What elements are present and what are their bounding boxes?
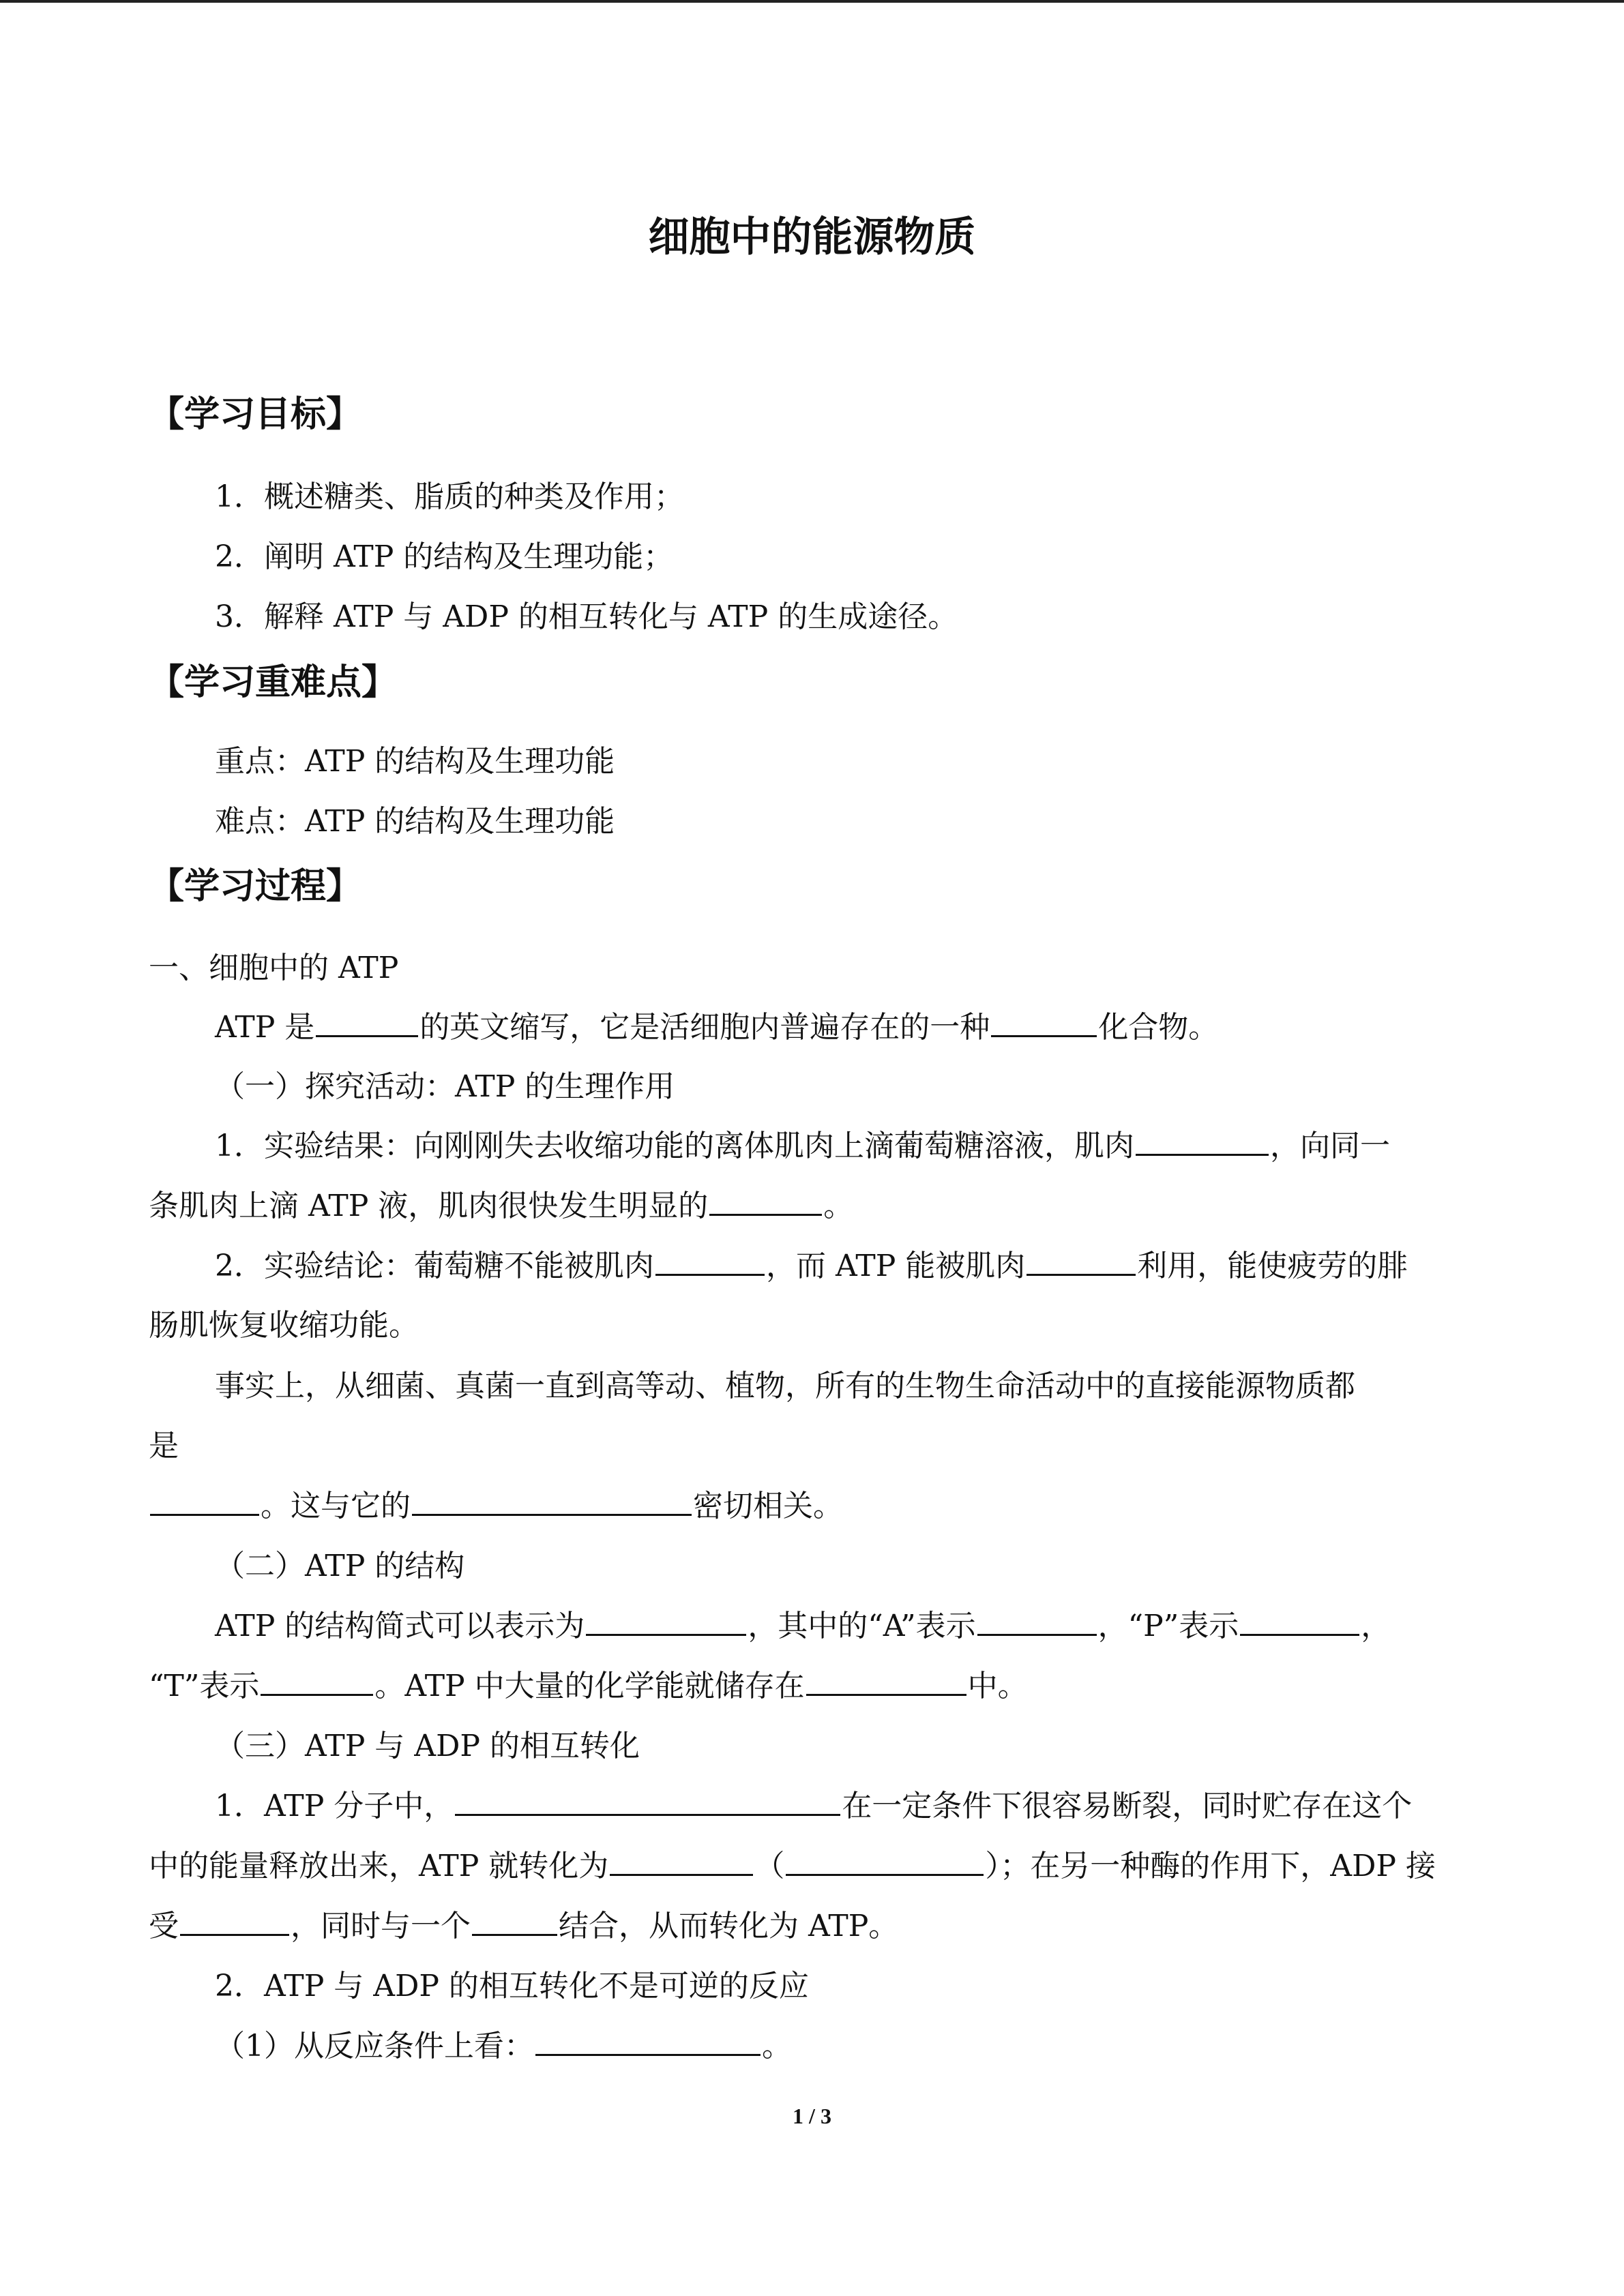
text-fragment: 1．实验结果：向刚刚失去收缩功能的离体肌肉上滴葡萄糖溶液，肌肉 [215,1129,1134,1163]
fact-line-2: 是 [149,1429,179,1463]
text-fragment: ，而 ATP 能被肌肉 [766,1249,1026,1283]
fill-blank [610,1847,753,1876]
text-fragment: 中的能量释放出来，ATP 就转化为 [149,1849,609,1883]
heading-key-points: 【学习重难点】 [149,662,398,703]
text-fragment: ，向同一 [1270,1129,1390,1163]
key-point: 重点：ATP 的结构及生理功能 [215,744,615,779]
text-fragment: ，“P”表示 [1097,1609,1239,1643]
fill-blank [786,1847,984,1876]
fact-line-1: 事实上，从细菌、真菌一直到高等动、植物，所有的生物生命活动中的直接能源物质都 [215,1369,1355,1403]
fill-blank [150,1487,259,1516]
text-fragment: 。ATP 中大量的化学能就储存在 [374,1669,805,1703]
top-border [0,0,1624,3]
text-fragment: 1．ATP 分子中， [215,1789,454,1823]
experiment-result-line-2 [149,1181,853,1225]
fill-blank [806,1667,966,1696]
experiment-conclusion-line-2: 肠肌恢复收缩功能。 [149,1308,419,1343]
text-fragment: ，其中的“A”表示 [748,1609,976,1643]
structure-line-1 [215,1601,1391,1645]
text-fragment: 。这与它的 [261,1489,411,1523]
text-fragment: “T”表示 [149,1669,260,1703]
text-fragment: 结合，从而转化为 ATP。 [559,1909,899,1943]
difficult-point: 难点：ATP 的结构及生理功能 [215,804,615,839]
subsection-title-activity: （一）探究活动：ATP 的生理作用 [215,1069,675,1104]
fill-blank [709,1187,822,1216]
text-fragment: （1）从反应条件上看： [215,2029,534,2063]
fill-blank [977,1607,1097,1636]
fact-line-3 [149,1481,843,1525]
text-fragment: ，同时与一个 [291,1909,471,1943]
text-fragment: 。 [762,2029,792,2063]
fill-blank [1240,1607,1359,1636]
heading-learning-process: 【学习过程】 [149,866,362,907]
irreversible-title: 2．ATP 与 ADP 的相互转化不是可逆的反应 [215,1969,809,2003]
atp-intro-line [215,1002,1218,1046]
text-fragment: 中。 [967,1669,1028,1703]
text-fragment: 密切相关。 [693,1489,843,1523]
fill-blank [991,1008,1097,1037]
page-number: 1 / 3 [793,2104,831,2128]
text-fragment: ATP 是 [215,1010,315,1045]
fill-blank [180,1907,289,1936]
subsection-title-conversion: （三）ATP 与 ADP 的相互转化 [215,1729,640,1763]
fill-blank [1136,1127,1269,1156]
goal-item-1: 1．概述糖类、脂质的种类及作用； [215,479,684,514]
fill-blank [586,1607,746,1636]
conversion-line-2 [149,1841,1436,1885]
experiment-result-line-1 [215,1121,1390,1165]
fill-blank [316,1008,418,1037]
text-fragment: 利用，能使疲劳的腓 [1137,1249,1408,1283]
fill-blank [535,2027,761,2056]
fill-blank [472,1907,557,1936]
conversion-line-1 [215,1781,1412,1825]
conversion-line-3 [149,1901,898,1945]
fill-blank [455,1787,840,1816]
text-fragment: 的英文缩写，它是活细胞内普遍存在的一种 [419,1010,990,1045]
text-fragment: ATP 的结构简式可以表示为 [215,1609,585,1643]
text-fragment: ， [1361,1609,1391,1643]
fill-blank [1027,1247,1136,1276]
fill-blank [261,1667,373,1696]
heading-learning-goals: 【学习目标】 [149,394,362,435]
experiment-conclusion-line-1 [215,1241,1407,1285]
irreversible-line-1 [215,2021,792,2065]
text-fragment: 条肌肉上滴 ATP 液，肌肉很快发生明显的 [149,1189,709,1223]
subsection-title-structure: （二）ATP 的结构 [215,1549,465,1583]
text-fragment: 2．实验结论：葡萄糖不能被肌肉 [215,1249,654,1283]
structure-line-2 [149,1661,1028,1705]
goal-item-2: 2．阐明 ATP 的结构及生理功能； [215,539,674,574]
fill-blank [655,1247,765,1276]
text-fragment: 。 [823,1189,854,1223]
text-fragment: （ [754,1849,785,1883]
goal-item-3: 3．解释 ATP 与 ADP 的相互转化与 ATP 的生成途径。 [215,599,958,634]
fill-blank [412,1487,692,1516]
text-fragment: 在一定条件下很容易断裂，同时贮存在这个 [842,1789,1413,1823]
document-title: 细胞中的能源物质 [648,213,976,261]
text-fragment: ）；在另一种酶的作用下，ADP 接 [985,1849,1436,1883]
section-title-atp: 一、细胞中的 ATP [149,951,399,985]
text-fragment: 化合物。 [1098,1010,1219,1045]
text-fragment: 受 [149,1909,179,1943]
